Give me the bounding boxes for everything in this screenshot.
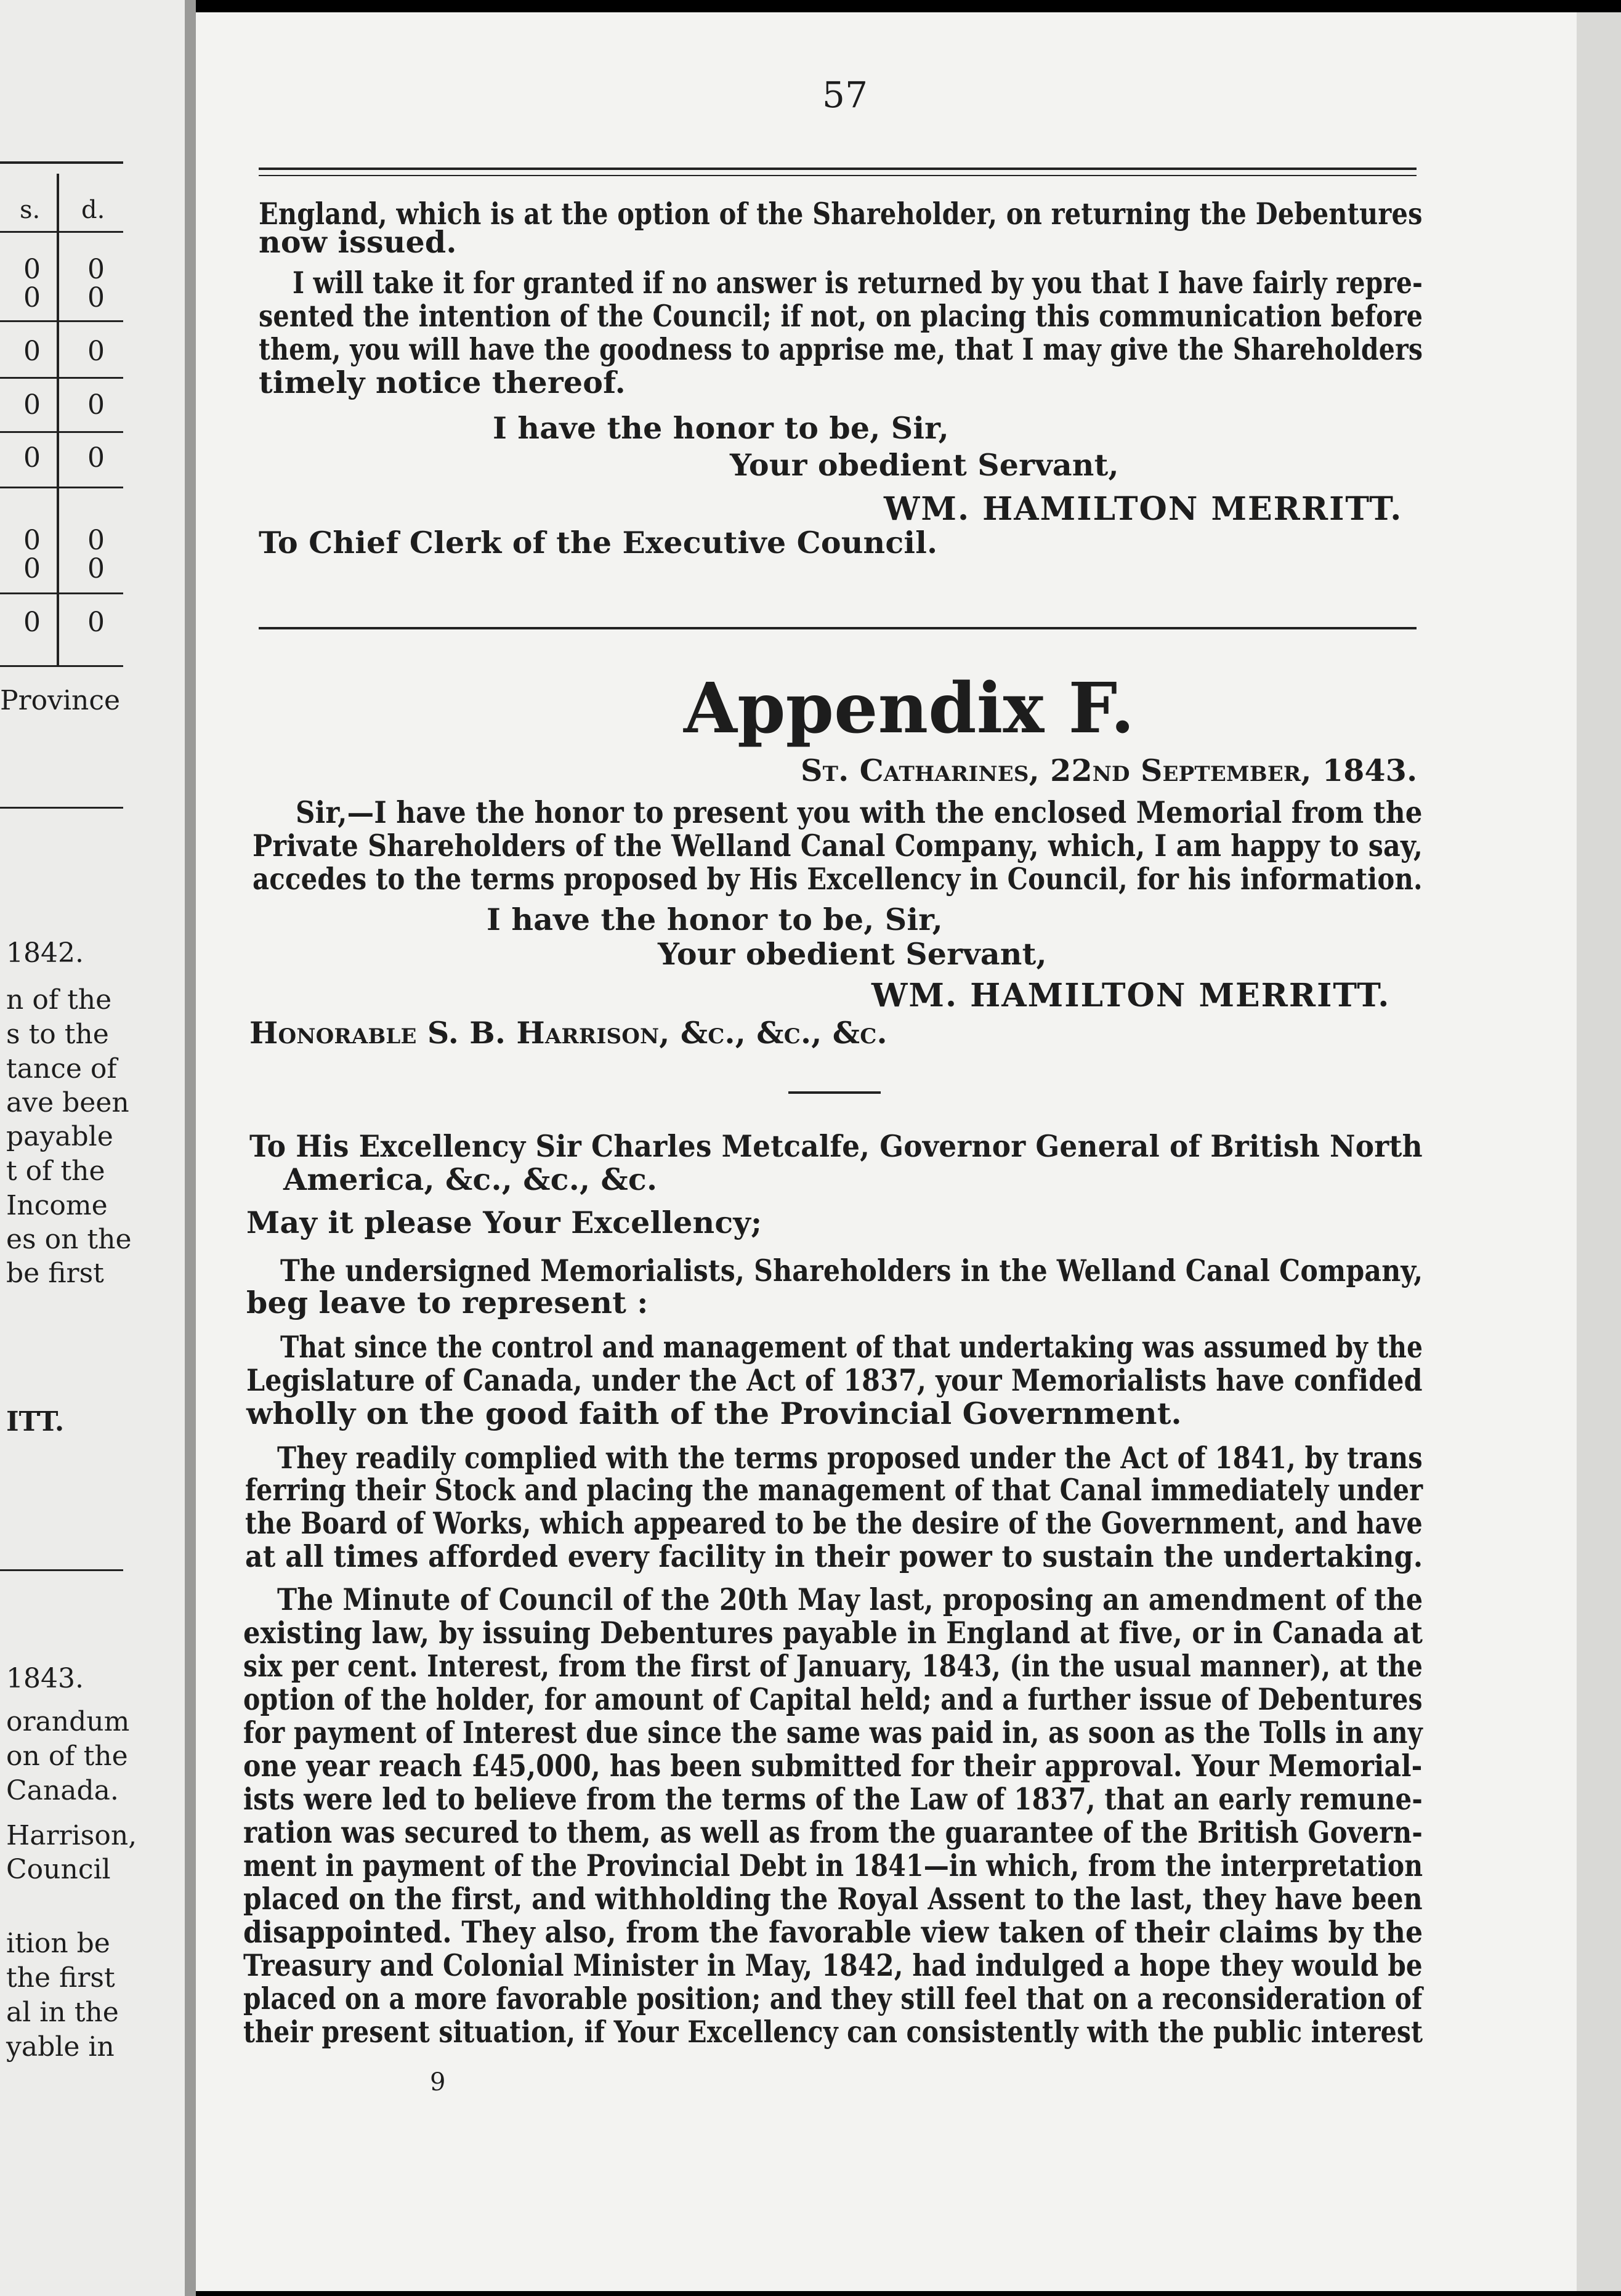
left-fragment: Province <box>0 685 121 716</box>
memorial-line: for payment of Interest due since the same was paid in, as soon as the Tolls in any <box>243 1715 1423 1750</box>
left-fragment: 1842. <box>6 937 84 969</box>
memorial-line: option of the holder, for amount of Capital held; and a further issue of Debentures <box>243 1681 1423 1717</box>
left-fragment: be first <box>6 1258 104 1289</box>
memorial-line: the Board of Works, which appeared to be the desire of the Government, and have <box>245 1505 1423 1541</box>
left-cell: 0 <box>23 553 41 584</box>
left-cell: 0 <box>23 389 41 421</box>
cover-letter-line: Sir,—I have the honor to present you with the enclosed Memorial from the <box>296 794 1423 830</box>
left-cell: 0 <box>23 442 41 474</box>
memorial-line: ists were led to believe from the terms of the Law of 1837, that an early remune- <box>243 1781 1423 1817</box>
left-fragment: t of the <box>6 1155 105 1187</box>
memorial-line: placed on a more favorable position; and they still feel that on a reconsideration of <box>243 1981 1423 2016</box>
cover-letter-line: accedes to the terms proposed by His Excellency in Council, for his information. <box>253 861 1423 897</box>
left-cell: 0 <box>23 282 41 313</box>
memorial-address: America, &c., &c., &c. <box>283 1162 658 1197</box>
closing-line: I have the honor to be, Sir, <box>487 902 943 937</box>
letter-line: I will take it for granted if no answer is returned by you that I have fairly repre- <box>293 265 1423 301</box>
memorial-address: To His Excellency Sir Charles Metcalfe, Governor General of British North <box>249 1128 1423 1164</box>
short-rule <box>788 1091 881 1094</box>
left-fragment: s to the <box>6 1019 109 1050</box>
left-fragment: the first <box>6 1962 115 1994</box>
memorial-line: The Minute of Council of the 20th May last, proposing an amendment of the <box>277 1582 1423 1617</box>
left-table-rule <box>0 377 123 379</box>
left-fragment: Council <box>6 1854 111 1885</box>
left-col-header-s: s. <box>20 196 41 224</box>
left-fragment: al in the <box>6 1997 119 2028</box>
left-fragment: Harrison, <box>6 1820 137 1851</box>
left-fragment: payable <box>6 1121 113 1152</box>
memorial-line: one year reach £45,000, has been submitted for their approval. Your Memorial- <box>243 1748 1423 1784</box>
left-col-header-d: d. <box>81 196 105 224</box>
letter-line: sented the intention of the Council; if not, on placing this communication before <box>259 298 1423 334</box>
memorial-line: wholly on the good faith of the Provincial Government. <box>246 1396 1182 1431</box>
left-fragment: yable in <box>6 2031 115 2063</box>
signature: WM. HAMILTON MERRITT. <box>871 977 1391 1014</box>
left-cell: 0 <box>87 282 105 313</box>
left-table-header-rule <box>0 231 123 233</box>
appendix-title: Appendix F. <box>684 668 1135 749</box>
left-rule <box>0 1569 123 1571</box>
memorial-line: beg leave to represent : <box>246 1285 649 1320</box>
left-table-rule <box>0 665 123 667</box>
left-table-rule <box>0 431 123 433</box>
left-cell: 0 <box>87 442 105 474</box>
left-cell: 0 <box>87 607 105 638</box>
left-cell: 0 <box>87 525 105 556</box>
signature: WM. HAMILTON MERRITT. <box>884 490 1403 528</box>
memorial-line: ration was secured to them, as well as from the guarantee of the British Govern- <box>243 1814 1423 1850</box>
left-fragment: tance of <box>6 1053 117 1085</box>
memorial-line: The undersigned Memorialists, Shareholders in the Welland Canal Company, <box>280 1253 1423 1288</box>
left-table-rule <box>0 320 123 322</box>
memorial-line: existing law, by issuing Debentures payable in England at five, or in Canada at <box>243 1615 1423 1651</box>
left-fragment: n of the <box>6 984 112 1016</box>
signature-mark: 9 <box>430 2068 446 2096</box>
section-rule <box>259 627 1417 629</box>
closing-line: Your obedient Servant, <box>730 447 1119 483</box>
left-fragment: ition be <box>6 1928 110 1959</box>
memorial-line: placed on the first, and withholding the Royal Assent to the last, they have been <box>243 1881 1423 1917</box>
left-fragment: es on the <box>6 1224 132 1255</box>
recipient: Honorable S. B. Harrison, &c., &c., &c. <box>249 1015 887 1051</box>
memorial-line: Legislature of Canada, under the Act of 1837, your Memorialists have confided <box>246 1362 1423 1398</box>
memorial-salutation: May it please Your Excellency; <box>246 1205 762 1240</box>
letter-line: timely notice thereof. <box>259 365 626 400</box>
left-cell: 0 <box>23 336 41 367</box>
left-fragment: orandum <box>6 1706 130 1737</box>
left-cell: 0 <box>87 336 105 367</box>
header-rule <box>259 168 1417 170</box>
left-table-rule <box>0 487 123 488</box>
closing-line: Your obedient Servant, <box>658 936 1047 972</box>
left-fragment: Canada. <box>6 1775 119 1806</box>
memorial-line: ment in payment of the Provincial Debt in 1841—in which, from the interpretation <box>243 1848 1423 1883</box>
left-fragment: 1843. <box>6 1663 84 1694</box>
cover-letter-line: Private Shareholders of the Welland Canal Company, which, I am happy to say, <box>253 828 1423 863</box>
header-rule-thin <box>259 175 1417 176</box>
letter-line: them, you will have the goodness to apprise me, that I may give the Shareholders <box>259 331 1423 367</box>
memorial-line: Treasury and Colonial Minister in May, 1842, had indulged a hope they would be <box>243 1947 1423 1983</box>
memorial-line: disappointed. They also, from the favorable view taken of their claims by the <box>243 1914 1423 1950</box>
left-table-rule <box>0 592 123 594</box>
left-cell: 0 <box>87 389 105 421</box>
memorial-line: ferring their Stock and placing the management of that Canal immediately under <box>245 1472 1423 1508</box>
memorial-line: at all times afforded every facility in their power to sustain the undertaking. <box>245 1538 1423 1574</box>
left-rule <box>0 807 123 809</box>
dateline: St. Catharines, 22nd September, 1843. <box>801 753 1418 788</box>
letter-line: England, which is at the option of the Shareholder, on returning the Debentures <box>259 196 1423 232</box>
memorial-line: They readily complied with the terms proposed under the Act of 1841, by trans <box>277 1440 1423 1476</box>
left-page-edge <box>0 0 185 2296</box>
memorial-line: their present situation, if Your Excellency can consistently with the public interest <box>243 2014 1423 2050</box>
left-fragment: Income <box>6 1190 108 1221</box>
letter-line: now issued. <box>259 224 457 260</box>
memorial-line: That since the control and management of that undertaking was assumed by the <box>280 1329 1423 1365</box>
left-cell: 0 <box>87 553 105 584</box>
page-edge <box>1577 12 1621 2291</box>
left-table-top-rule <box>0 161 123 164</box>
left-fragment: ITT. <box>6 1406 65 1437</box>
left-cell: 0 <box>23 254 41 285</box>
book-gutter <box>185 0 196 2296</box>
closing-line: I have the honor to be, Sir, <box>493 410 949 446</box>
left-cell: 0 <box>23 607 41 638</box>
left-fragment: ave been <box>6 1087 129 1118</box>
left-cell: 0 <box>87 254 105 285</box>
memorial-line: six per cent. Interest, from the first of January, 1843, (in the usual manner), at the <box>243 1648 1423 1684</box>
left-fragment: on of the <box>6 1740 128 1772</box>
left-cell: 0 <box>23 525 41 556</box>
addressee: To Chief Clerk of the Executive Council. <box>259 525 938 560</box>
page-number: 57 <box>822 74 868 116</box>
